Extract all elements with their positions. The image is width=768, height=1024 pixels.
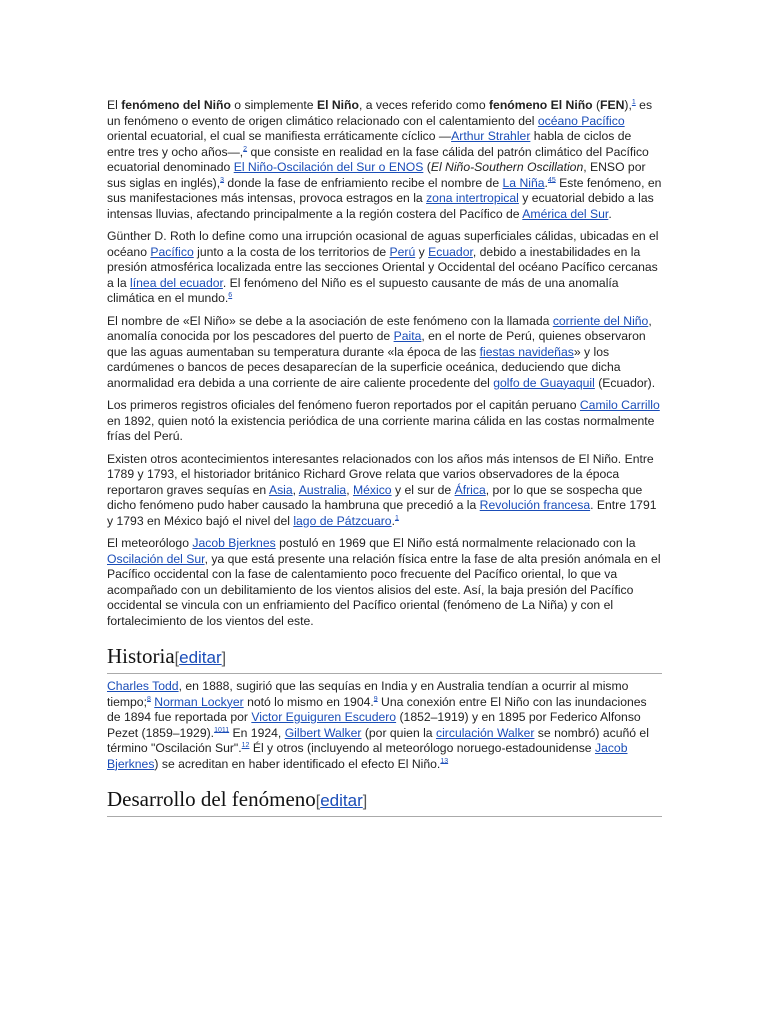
text: , ENSO por sus siglas en inglés),: [107, 160, 646, 190]
link-oceano-pacifico[interactable]: océano Pacífico: [537, 113, 625, 128]
link-arthur-strahler[interactable]: Arthur Strahler: [451, 129, 531, 143]
text: y ecuatorial debido a las intensas lluvias, afectando principalmente a la región costera del Pacífico de: [107, 191, 654, 221]
text: El: [107, 98, 122, 112]
text: (: [592, 98, 601, 112]
link-camilo-carrillo[interactable]: Camilo Carrillo: [579, 398, 660, 412]
text: es un fenómeno o evento de origen climático relacionado con el calentamiento del: [107, 98, 653, 128]
text: Günther D. Roth lo define como una irrupción ocasional de aguas superficiales cálidas, ubicadas en el océano: [107, 229, 659, 259]
reference-link[interactable]: 3: [220, 176, 225, 184]
text: que consiste en realidad en la fase cálida del patrón climático del Pacífico ecuatorial denominado: [107, 144, 649, 174]
reference-link[interactable]: 45: [547, 176, 556, 184]
link-gilbert-walker[interactable]: Gilbert Walker: [284, 725, 362, 740]
link-fiestas-navidenas[interactable]: fiestas navideñas: [479, 344, 574, 359]
link-norman-lockyer[interactable]: Norman Lockyer: [154, 694, 244, 709]
text: (Ecuador).: [594, 375, 656, 390]
reference-link[interactable]: 1011: [214, 726, 230, 734]
bold-term: fenómeno del Niño: [121, 98, 231, 112]
text: notó lo mismo en 1904.: [243, 694, 374, 709]
text: (: [423, 160, 431, 174]
text: Él y otros (incluyendo al meteorólogo noruego-estadounidense: [249, 741, 595, 755]
reference-link[interactable]: 9: [373, 695, 378, 703]
link-america-del-sur[interactable]: América del Sur: [522, 206, 609, 221]
text: ,: [346, 482, 353, 497]
article-body: [107, 98, 662, 822]
link-asia[interactable]: Asia: [268, 482, 293, 497]
text: ),: [624, 98, 632, 112]
italic-term: El Niño-Southern Oscillation: [430, 160, 584, 174]
text: (por quien la: [361, 725, 436, 740]
text: El meteorólogo: [107, 536, 193, 550]
link-ecuador[interactable]: Ecuador: [428, 244, 473, 259]
paragraph-registros: [107, 398, 662, 445]
link-australia[interactable]: Australia: [298, 482, 347, 497]
text: . Entre 1791 y 1793 en México bajó el nivel del: [107, 498, 657, 528]
bold-term: FEN: [600, 98, 625, 112]
text: donde la fase de enfriamiento recibe el nombre de: [224, 175, 503, 190]
text: ) se acreditan en haber identificado el efecto El Niño.: [154, 756, 441, 771]
link-paita[interactable]: Paita: [393, 329, 422, 343]
text: postuló en 1969 que El Niño está normalmente relacionado con la: [275, 536, 636, 550]
text: , debido a inestabilidades en la presión atmosférica localizada entre las secciones Oriental y Occidental del océano Pacífico cercanas a la: [107, 244, 658, 290]
text: » y los cardúmenes o bancos de peces desaparecían de la superficie oceánica, deduciendo que dicha anormalidad era debida a una corriente de aire caliente procedente del: [107, 344, 621, 390]
reference-link[interactable]: 1: [394, 514, 399, 522]
paragraph-nombre: [107, 314, 662, 392]
link-lago-de-patzcuaro[interactable]: lago de Pátzcuaro: [293, 513, 392, 528]
reference-link[interactable]: 12: [241, 741, 250, 749]
link-victor-eguiguren[interactable]: Victor Eguiguren Escudero: [251, 710, 397, 724]
link-africa[interactable]: África: [454, 482, 486, 497]
paragraph-roth: [107, 229, 662, 307]
link-corriente-del-nino[interactable]: corriente del Niño: [552, 313, 649, 328]
heading-text: Historia: [107, 644, 175, 668]
heading-text: Desarrollo del fenómeno: [107, 787, 316, 811]
reference-link[interactable]: 2: [243, 145, 248, 153]
link-zona-intertropical[interactable]: zona intertropical: [426, 191, 519, 205]
section-heading-historia: [107, 644, 662, 674]
reference-link[interactable]: 13: [440, 757, 449, 765]
link-jacob-bjerknes-2[interactable]: Jacob Bjerknes: [107, 741, 628, 771]
bold-term: El Niño: [316, 98, 359, 112]
link-peru[interactable]: Perú: [389, 244, 416, 259]
link-pacifico[interactable]: Pacífico: [150, 244, 194, 259]
link-mexico[interactable]: México: [352, 482, 392, 497]
link-la-nina[interactable]: La Niña: [502, 175, 545, 190]
text: . El fenómeno del Niño es el supuesto causante de más de una anomalía climática en el mundo.: [107, 275, 619, 305]
text: Los primeros registros oficiales del fenómeno fueron reportados por el capitán peruano: [107, 398, 580, 412]
text: (1852–1919) y en 1895 por Federico Alfonso Pezet (1859–1929).: [107, 710, 641, 740]
text: .: [608, 206, 612, 221]
text: En 1924,: [229, 725, 285, 740]
text: , por lo que se sospecha que dicho fenómeno pudo haber causado la hambruna que precedió a la: [107, 482, 643, 512]
text: habla de ciclos de entre tres y ocho años—,: [107, 129, 632, 159]
paragraph-historia: [107, 679, 662, 772]
text: , en 1888, sugirió que las sequías en India y en Australia tendían a ocurrir al mismo tiempo;: [107, 679, 629, 709]
paragraph-intro: El fenómeno del Niño o simplemente El Niño, a veces referido como fenómeno El Niño (FEN),$^1$ es un fenómeno o evento de origen climático relacionado con el calentamiento del océano Pacífico oriental ecuatorial, el cual se manifiesta erráticamente cíclico —Arthur Strahler habla de ciclos de entre tres y ocho años—,$^2$ que consiste en realidad en la fase cálida del patrón climático del Pacífico ecuatorial denominado El Niño-Oscilación del Sur o ENOS (El Niño-Southern Oscillation, ENSO por sus siglas en inglés),$^3$ donde la fase de enfriamiento recibe el nombre de La Niña.$^{45}$ Este fenómeno, en sus manifestaciones más intensas, provoca estragos en la zona intertropical y ecuatorial debido a las intensas lluvias, afectando principalmente a la región costera del Pacífico de América del Sur.: [107, 98, 662, 221]
reference-link[interactable]: 8: [146, 695, 151, 703]
edit-link[interactable]: editar: [179, 648, 222, 667]
text: Este fenómeno, en sus manifestaciones más intensas, provoca estragos en la: [107, 175, 662, 205]
reference-link[interactable]: 6: [228, 291, 233, 299]
link-charles-todd[interactable]: Charles Todd: [107, 679, 179, 693]
edit-section-link: [editar]: [174, 648, 227, 667]
section-heading-desarrollo: [107, 787, 662, 817]
link-linea-del-ecuador[interactable]: línea del ecuador: [130, 275, 223, 290]
bold-term: fenómeno El Niño: [489, 98, 593, 112]
link-golfo-de-guayaquil[interactable]: golfo de Guayaquil: [493, 375, 595, 390]
link-oscilacion-del-sur[interactable]: Oscilación del Sur: [107, 551, 205, 566]
text: , anomalía conocida por los pescadores del puerto de: [107, 313, 652, 343]
text: en 1892, quien notó la existencia periódica de una corriente marina cálida en las costas normalmente frías del Perú.: [107, 413, 655, 443]
text: El nombre de «El Niño» se debe a la asociación de este fenómeno con la llamada: [107, 313, 553, 328]
text: , en el norte de Perú, quienes observaron que las aguas aumentaban su temperatura durante «la época de las: [107, 329, 646, 359]
text: y el sur de: [391, 482, 455, 497]
paragraph-acontecimientos: [107, 452, 662, 530]
text: oriental ecuatorial, el cual se manifiesta erráticamente cíclico —: [107, 129, 452, 143]
edit-section-link: [editar]: [315, 791, 368, 810]
text: Una conexión entre El Niño con las inundaciones de 1894 fue reportada por: [107, 694, 647, 724]
text: Existen otros acontecimientos interesantes relacionados con los años más intensos de El Niño. Entre 1789 y 1793, el historiador británico Richard Grove relata que varios observadores de la época reportaron graves sequías en: [107, 451, 654, 497]
reference-link[interactable]: 1: [631, 98, 636, 106]
edit-link[interactable]: editar: [320, 791, 363, 810]
link-enos[interactable]: El Niño-Oscilación del Sur o ENOS: [233, 160, 424, 174]
link-circulacion-walker[interactable]: circulación Walker: [435, 725, 535, 740]
text: ,: [292, 482, 299, 497]
text: .: [391, 513, 395, 528]
text: junto a la costa de los territorios de: [193, 244, 390, 259]
text: se nombró) acuñó el término "Oscilación Sur".: [107, 725, 649, 755]
text: , a veces referido como: [358, 98, 489, 112]
text: o simplemente: [230, 98, 317, 112]
paragraph-bjerknes: [107, 536, 662, 629]
link-revolucion-francesa[interactable]: Revolución francesa: [479, 498, 591, 512]
link-jacob-bjerknes[interactable]: Jacob Bjerknes: [192, 536, 276, 550]
text: , ya que está presente una relación física entre la fase de alta presión anómala en el Pacífico occidental con la fase de calentamiento poco frecuente del Pacífico oriental, lo que va acompañado con un debilitamiento de los vientos alisios del este. Así, la baja presión del Pacífico occidental se vincula con un enfriamiento del Pacífico oriental (fenómeno de La Niña) y con el fortalecimiento de los vientos del este.: [107, 551, 661, 628]
text: y: [415, 244, 429, 259]
